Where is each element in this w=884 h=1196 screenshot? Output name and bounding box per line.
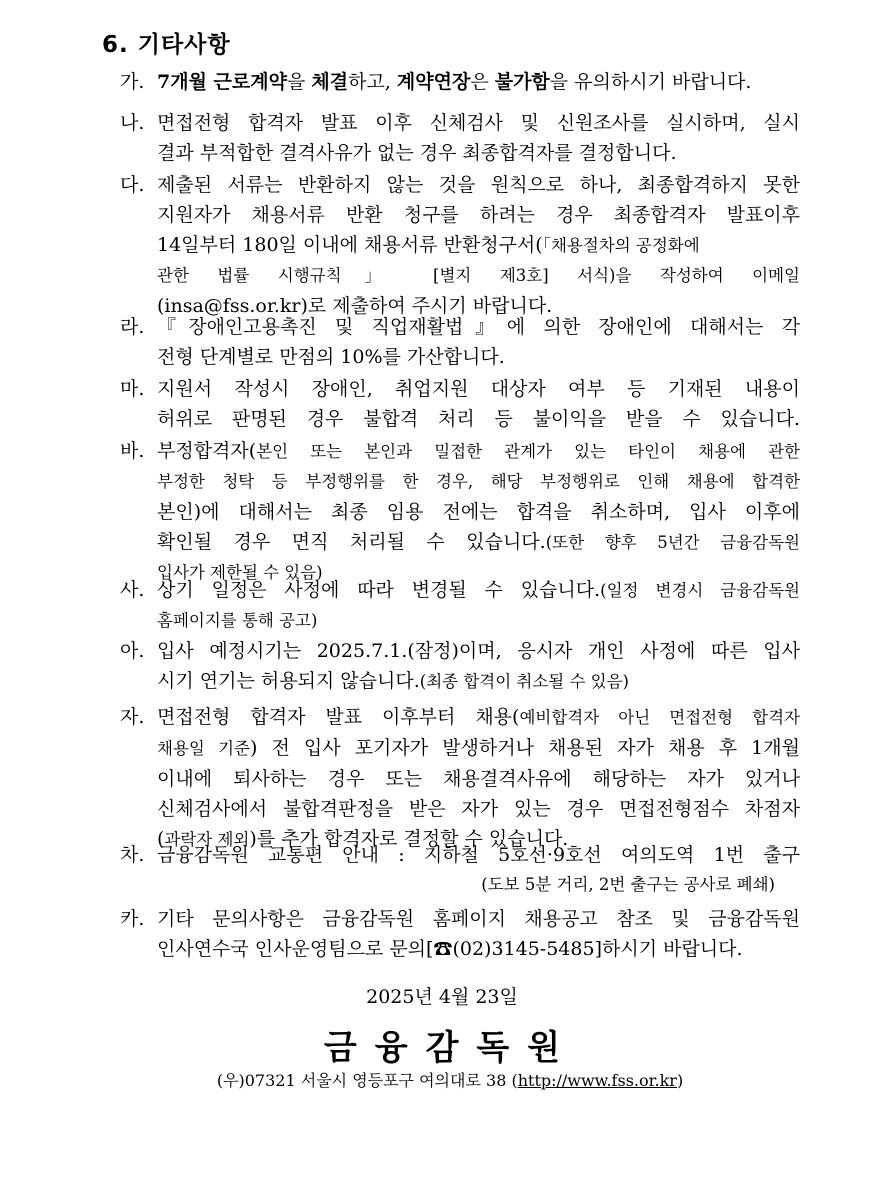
item-marker: 사. [120, 579, 145, 601]
item-line: 지원자가 채용서류 반환 청구를 하려는 경우 최종합격자 발표이후 [157, 204, 800, 226]
item-line: 금융감독원 교통편 안내 : 지하철 5호선·9호선 여의도역 1번 출구 [157, 844, 800, 866]
item-line: 홈페이지를 통해 공고) [157, 611, 318, 630]
list-item [120, 904, 800, 964]
text: ( [157, 828, 165, 850]
small-text: 채용일 기준 [157, 739, 250, 758]
text: 면접전형 합격자 발표 이후부터 채용( [157, 706, 520, 728]
item-line [157, 733, 800, 764]
item-line: 허위로 판명된 경우 불합격 처리 등 불이익을 받을 수 있습니다. [157, 408, 800, 430]
item-line [157, 527, 800, 558]
small-text: 「채용절차의 공정화에 [542, 236, 700, 255]
list-item [120, 702, 800, 855]
item-marker: 바. [120, 440, 145, 462]
text: )를 추가 합격자로 결정할 수 있습니다. [249, 828, 569, 850]
bold-text: 7개월 근로계약 [157, 71, 287, 93]
item-marker: 카. [120, 908, 145, 930]
item-line: 기타 문의사항은 금융감독원 홈페이지 채용공고 참조 및 금융감독원 [157, 908, 800, 930]
organization-name: 금융감독원 [323, 1028, 579, 1068]
small-text: (또한 향후 5년간 금융감독원 [545, 533, 800, 552]
item-line [157, 67, 800, 97]
small-text: (일정 변경시 금융감독원 [600, 581, 800, 600]
list-item [120, 636, 800, 697]
small-text: 본인 또는 본인과 밀접한 관계가 있는 타인이 채용에 관한 [256, 442, 800, 461]
item-line [157, 230, 800, 261]
item-line: (도보 5분 거리, 2번 출구는 공사로 폐쇄) [481, 875, 775, 894]
item-line: 『장애인고용촉진 및 직업재활법』에 의한 장애인에 대해서는 각 [157, 316, 800, 338]
address-line [0, 1068, 884, 1091]
small-text: 예비합격자 아닌 면접전형 합격자 [519, 708, 800, 727]
item-marker: 가. [120, 71, 145, 93]
item-line: 입사 예정시기는 2025.7.1.(잠정)이며, 응시자 개인 사정에 따른 입사 [157, 640, 800, 662]
list-item [120, 170, 800, 321]
list-item [120, 312, 800, 372]
bold-text: 불가함 [494, 71, 550, 93]
small-text: 과락자 제외 [164, 830, 250, 849]
item-line: 결과 부적합한 결격사유가 없는 경우 최종합격자를 결정합니다. [157, 142, 677, 164]
text: 시기 연기는 허용되지 않습니다. [157, 670, 420, 692]
list-item [120, 436, 800, 588]
item-line: (insa@fss.or.kr)로 제출하여 주시기 바랍니다. [157, 295, 553, 317]
address-text: (우)07321 서울시 영등포구 여의대로 38 ( [216, 1071, 518, 1090]
small-text: (최종 합격이 취소될 수 있음) [419, 672, 629, 691]
item-line: 입사가 제한될 수 있음) [157, 563, 323, 582]
item-line: 본인)에 대해서는 최종 임용 전에는 합격을 취소하며, 입사 이후에 [157, 501, 800, 523]
list-item [120, 575, 800, 636]
item-line [157, 436, 800, 467]
item-line: 인사연수국 인사운영팀으로 문의[☎(02)3145-5485]하시기 바랍니다. [157, 938, 743, 960]
text: 확인될 경우 면직 처리될 수 있습니다. [157, 531, 546, 553]
website-link[interactable]: http://www.fss.or.kr [517, 1071, 677, 1090]
item-marker: 차. [120, 844, 145, 866]
text: 을 [286, 71, 312, 93]
item-line: 신체검사에서 불합격판정을 받은 자가 있는 경우 면접전형점수 차점자 [157, 798, 800, 820]
address-close: ) [676, 1071, 684, 1090]
item-marker: 마. [120, 378, 145, 400]
list-item [120, 108, 800, 168]
text: 상기 일정은 사정에 따라 변경될 수 있습니다. [157, 579, 601, 601]
list-item [120, 840, 800, 900]
text: 하고, [348, 71, 397, 93]
bold-text: 계약연장 [396, 71, 471, 93]
item-line: 이내에 퇴사하는 경우 또는 채용결격사유에 해당하는 자가 있거나 [157, 768, 800, 790]
item-line: 제출된 서류는 반환하지 않는 것을 원칙으로 하나, 최종합격하지 못한 [157, 174, 800, 196]
item-line: 면접전형 합격자 발표 이후 신체검사 및 신원조사를 실시하며, 실시 [157, 112, 800, 134]
item-line [157, 666, 800, 697]
document-date: 2025년 4월 23일 [366, 986, 518, 1008]
item-marker: 자. [120, 706, 145, 728]
text: ) 전 입사 포기자가 발생하거나 채용된 자가 채용 후 1개월 [249, 737, 800, 759]
bold-text: 체결 [311, 71, 349, 93]
item-line [157, 702, 800, 733]
item-marker: 아. [120, 640, 145, 662]
text: 은 [470, 71, 495, 93]
item-line: 전형 단계별로 만점의 10%를 가산합니다. [157, 346, 505, 368]
item-marker: 다. [120, 174, 145, 196]
list-item [120, 374, 800, 434]
text: 부정합격자( [157, 440, 257, 462]
item-marker: 나. [120, 112, 145, 134]
item-line [157, 575, 800, 606]
list-item [120, 67, 800, 97]
item-marker: 라. [120, 316, 145, 338]
text: 14일부터 180일 이내에 채용서류 반환청구서( [157, 234, 543, 256]
item-line: 관한 법률 시행규칙」 [별지 제3호] 서식)을 작성하여 이메일 [157, 266, 800, 285]
section-heading: 6. 기타사항 [102, 32, 231, 58]
item-line: 부정한 청탁 등 부정행위를 한 경우, 해당 부정행위로 인해 채용에 합격한 [157, 472, 800, 491]
item-line: 지원서 작성시 장애인, 취업지원 대상자 여부 등 기재된 내용이 [157, 378, 800, 400]
text: 을 유의하시기 바랍니다. [549, 71, 752, 93]
